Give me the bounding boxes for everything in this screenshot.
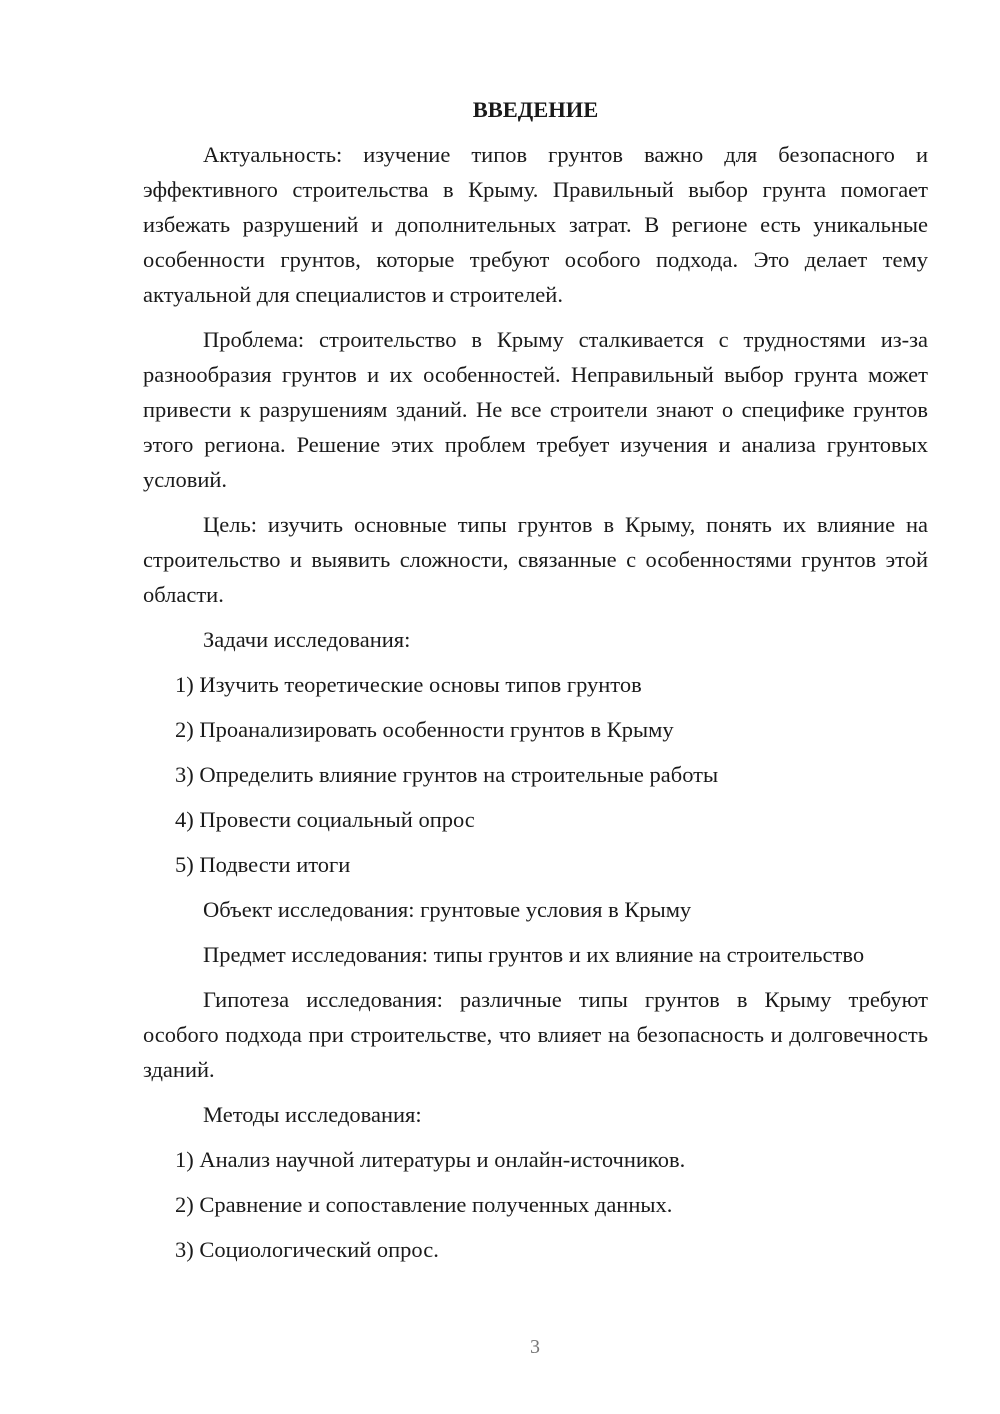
methods-heading: Методы исследования: <box>203 1102 422 1127</box>
subject-paragraph: Предмет исследования: типы грунтов и их влияние на строительство <box>203 942 865 967</box>
list-item: 5) Подвести итоги <box>175 852 351 877</box>
page-number: 3 <box>530 1336 540 1358</box>
list-item: 1) Изучить теоретические основы типов грунтов <box>175 672 642 697</box>
methods-list <box>143 1142 928 1267</box>
list-item: 1) Анализ научной литературы и онлайн-источников. <box>175 1147 686 1172</box>
problem-paragraph: Проблема: строительство в Крыму сталкивается с трудностями из-за разнообразия грунтов и их особенностей. Неправильный выбор грунта может привести к разрушениям зданий. Не все строители знают о специфике грунтов этого региона. Решение этих проблем требует изучения и анализа грунтовых условий. <box>143 327 928 492</box>
list-item: 3) Определить влияние грунтов на строительные работы <box>175 762 719 787</box>
tasks-heading: Задачи исследования: <box>203 627 411 652</box>
list-item: 4) Провести социальный опрос <box>175 807 475 832</box>
relevance-paragraph: Актуальность: изучение типов грунтов важно для безопасного и эффективного строительства в Крыму. Правильный выбор грунта помогает избежать разрушений и дополнительных затрат. В регионе есть уникальные особенности грунтов, которые требуют особого подхода. Это делает тему актуальной для специалистов и строителей. <box>143 142 928 307</box>
list-item: 2) Проанализировать особенности грунтов в Крыму <box>175 717 674 742</box>
list-item: 3) Социологический опрос. <box>175 1237 439 1262</box>
hypothesis-paragraph: Гипотеза исследования: различные типы грунтов в Крыму требуют особого подхода при строительстве, что влияет на безопасность и долговечность зданий. <box>143 987 928 1082</box>
list-item: 2) Сравнение и сопоставление полученных данных. <box>175 1192 673 1217</box>
tasks-list <box>143 667 928 882</box>
object-paragraph: Объект исследования: грунтовые условия в Крыму <box>203 897 692 922</box>
page-content <box>143 92 928 1277</box>
page-title: ВВЕДЕНИЕ <box>472 97 599 122</box>
goal-paragraph: Цель: изучить основные типы грунтов в Крыму, понять их влияние на строительство и выявить сложности, связанные с особенностями грунтов этой области. <box>143 512 928 607</box>
